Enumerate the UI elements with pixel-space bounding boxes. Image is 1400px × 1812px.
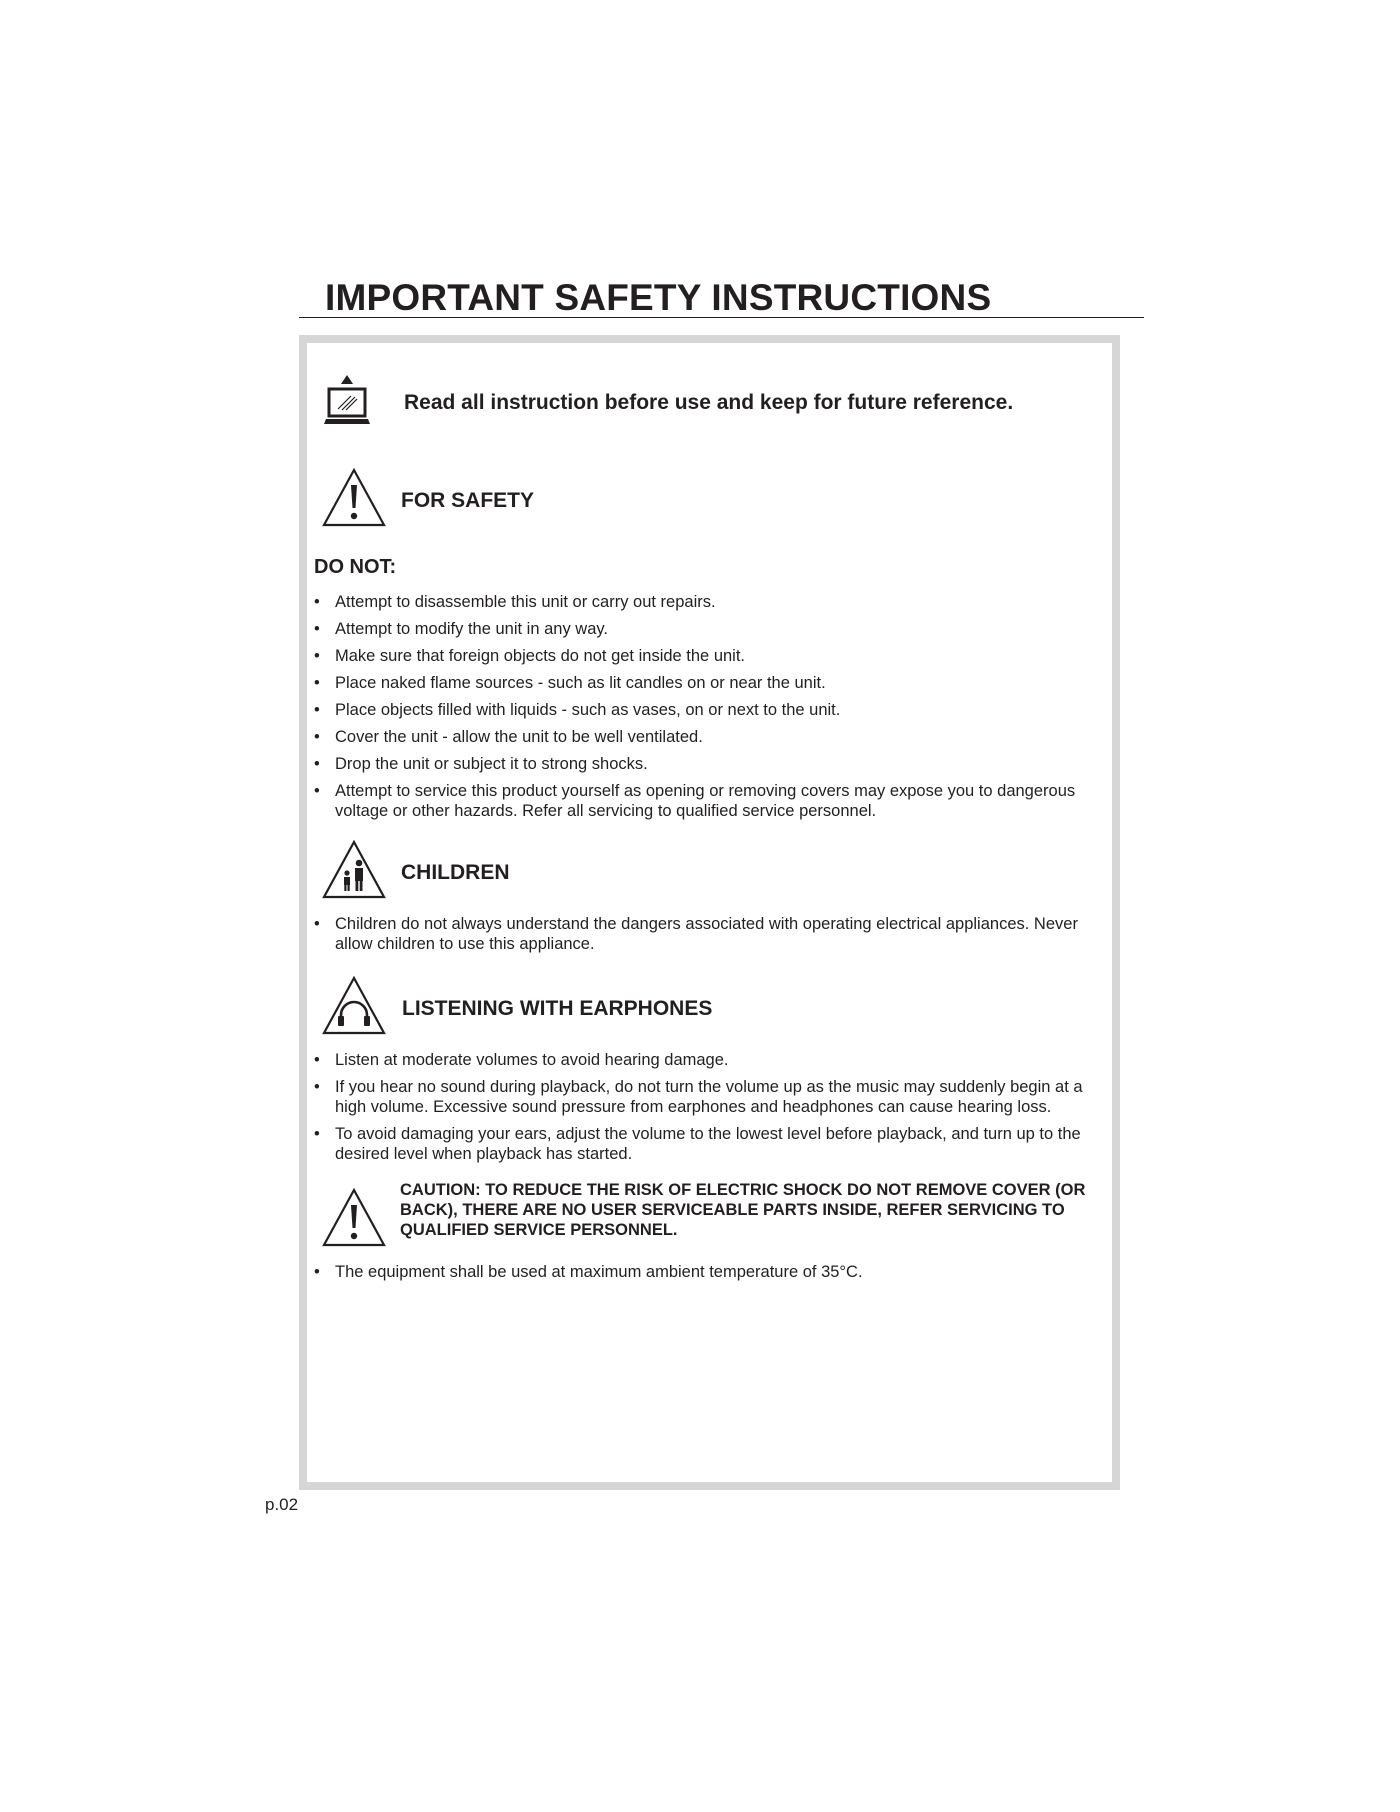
intro-text: Read all instruction before use and keep for future reference. (404, 391, 1014, 414)
children-warning-icon (322, 840, 386, 900)
manual-read-icon (322, 373, 372, 435)
list-item: • Attempt to modify the unit in any way. (314, 620, 608, 638)
page-title: IMPORTANT SAFETY INSTRUCTIONS (325, 277, 992, 318)
list-item: • Attempt to service this product yourself as opening or removing covers may expose you to dangerous voltage or other hazards. Refer all servicing to qualified service personnel. (314, 782, 1076, 820)
list-item: • The equipment shall be used at maximum ambient temperature of 35°C. (314, 1263, 863, 1281)
do-not-heading: DO NOT: (314, 556, 397, 578)
page-number: p.02 (265, 1495, 299, 1514)
children-heading: CHILDREN (401, 861, 510, 884)
caution-list (314, 1262, 1104, 1289)
warning-exclamation-icon (322, 468, 386, 528)
list-item: • Cover the unit - allow the unit to be well ventilated. (314, 728, 703, 746)
earphones-list (314, 1050, 1104, 1171)
list-item: • If you hear no sound during playback, do not turn the volume up as the music may suddenly begin at a high volume. Excessive sound pressure from earphones and headphones can cause hearing loss. (314, 1078, 1083, 1116)
list-item: • Children do not always understand the dangers associated with operating electrical appliances. Never allow children to use this appliance. (314, 915, 1078, 953)
for-safety-heading: FOR SAFETY (401, 489, 535, 512)
list-item: • Place objects filled with liquids - such as vases, on or next to the unit. (314, 701, 841, 719)
earphones-heading: LISTENING WITH EARPHONES (402, 997, 713, 1020)
list-item: • Attempt to disassemble this unit or carry out repairs. (314, 593, 716, 611)
list-item: • Make sure that foreign objects do not get inside the unit. (314, 647, 746, 665)
children-list (314, 914, 1104, 961)
list-item: • Listen at moderate volumes to avoid hearing damage. (314, 1051, 729, 1069)
list-item: • To avoid damaging your ears, adjust the volume to the lowest level before playback, and turn up to the desired level when playback has started. (314, 1125, 1081, 1163)
do-not-list (314, 592, 1104, 828)
title-divider (299, 317, 1144, 318)
caution-warning-icon (322, 1188, 386, 1248)
list-item: • Place naked flame sources - such as lit candles on or near the unit. (314, 674, 826, 692)
caution-text: CAUTION: TO REDUCE THE RISK OF ELECTRIC SHOCK DO NOT REMOVE COVER (OR BACK), THERE ARE NO USER SERVICEABLE PARTS INSIDE, REFER SERVICING TO QUALIFIED SERVICE PERSONNEL. (400, 1181, 1086, 1239)
list-item: • Drop the unit or subject it to strong shocks. (314, 755, 648, 773)
headphones-warning-icon (322, 976, 386, 1036)
